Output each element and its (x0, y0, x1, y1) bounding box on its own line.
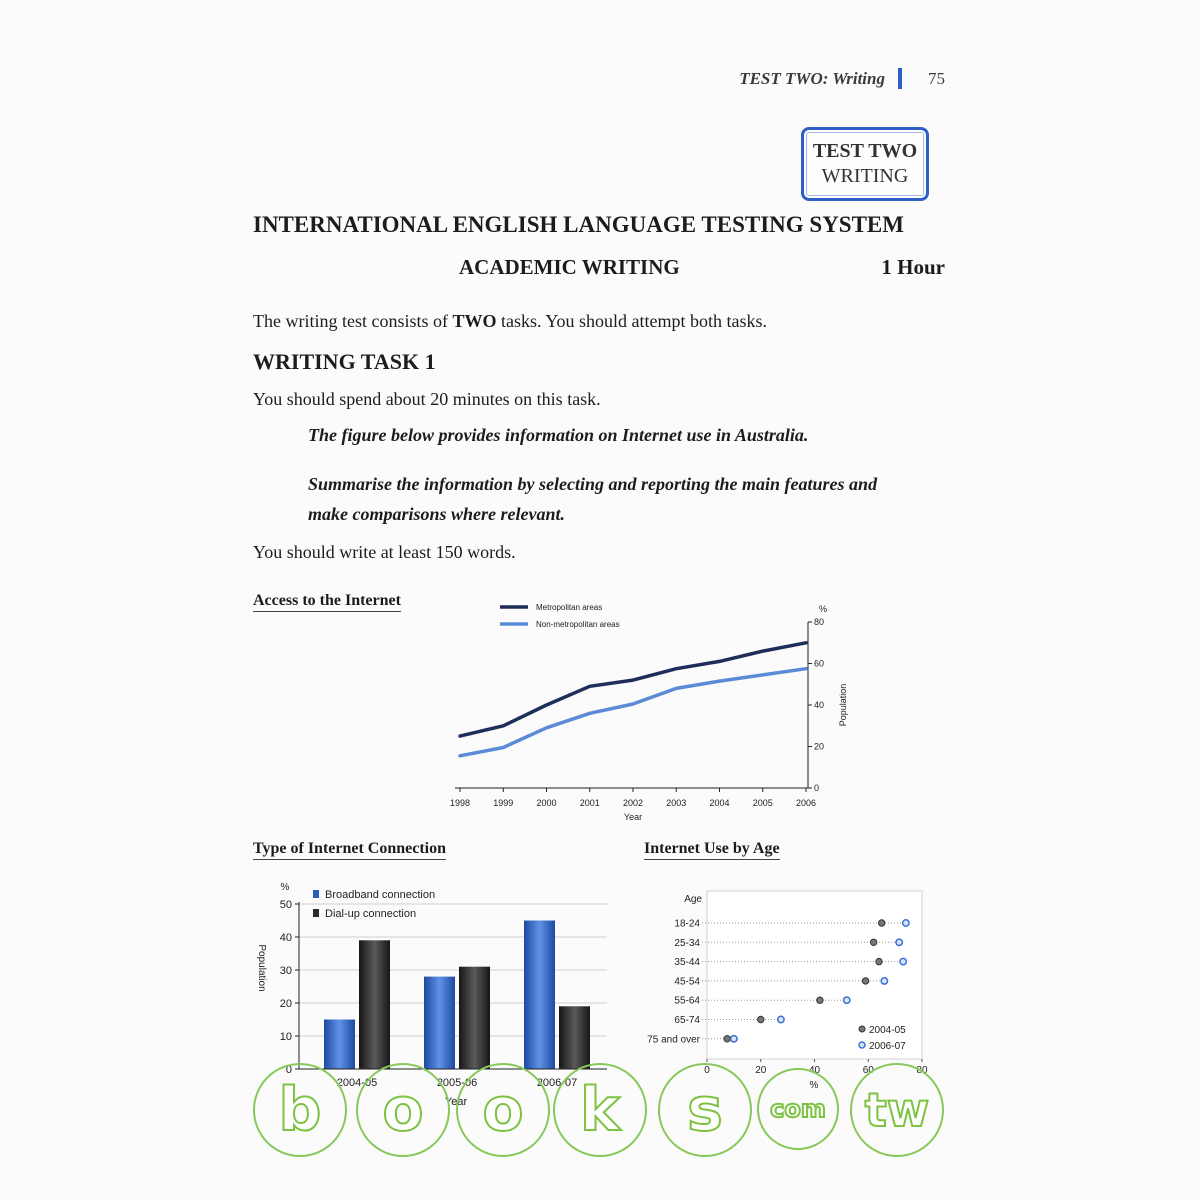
time-instruction: You should spend about 20 minutes on this task. (253, 389, 601, 409)
header-divider (898, 68, 902, 89)
metropolitan-series-line (460, 643, 806, 736)
x-tick-label: 40 (808, 1065, 821, 1076)
bar-chart-marks (280, 899, 607, 1089)
prompt-line-1: The figure below provides information on Internet use in Australia. (308, 425, 809, 445)
y-axis-label: Population (838, 683, 848, 727)
dot-2004-05 (878, 920, 884, 926)
y-axis-unit: % (280, 882, 290, 893)
dot-2004-05 (758, 1016, 764, 1022)
age-group-label: 65-74 (674, 1015, 700, 1026)
age-group-label: 45-54 (674, 976, 700, 988)
line-chart-title: Access to the Internet (253, 592, 401, 612)
broadband-bar (524, 921, 555, 1070)
word-instruction: You should write at least 150 words. (253, 542, 516, 562)
intro-paragraph (253, 311, 767, 332)
legend-label-metropolitan: Metropolitan areas (536, 603, 603, 612)
x-tick-label: 0 (704, 1065, 710, 1076)
y-axis-unit: % (819, 604, 828, 614)
badge-line-2: WRITING (821, 165, 909, 187)
dot-2006-07 (778, 1016, 784, 1022)
intro-text-start: The writing test consists of (253, 311, 453, 331)
x-tick-label: 20 (755, 1065, 767, 1076)
dot-2004-05 (817, 997, 823, 1003)
y-tick-label: 20 (814, 741, 825, 752)
legend-label-2006-07: 2006-07 (869, 1041, 906, 1052)
x-axis-label: Year (623, 812, 643, 822)
dot-chart-title: Internet Use by Age (644, 840, 780, 860)
x-tick-label: 2006-07 (536, 1077, 578, 1089)
age-group-label: 55-64 (674, 995, 700, 1007)
x-tick-label: 2005 (752, 798, 773, 808)
x-tick-label: 2004 (709, 798, 730, 808)
y-tick-label: 60 (814, 658, 825, 669)
test-duration: 1 Hour (881, 255, 945, 279)
page-number: 75 (928, 69, 945, 88)
dialup-bar (559, 1006, 590, 1069)
y-tick-label: 0 (285, 1064, 292, 1076)
watermark-circle-o (356, 1063, 450, 1157)
x-tick-label: 2003 (666, 798, 687, 808)
y-tick-label: 80 (814, 617, 825, 627)
y-tick-label: 50 (279, 899, 292, 911)
age-group-label: 18-24 (674, 918, 700, 930)
legend-label-2004-05: 2004-05 (869, 1025, 906, 1036)
dialup-bar (459, 967, 490, 1069)
watermark-circle-s (658, 1063, 752, 1157)
section-badge (801, 127, 929, 201)
running-title: TEST TWO: Writing (739, 69, 885, 88)
page-subtitle: ACADEMIC WRITING (459, 255, 680, 279)
watermark-circle-k (553, 1063, 647, 1157)
watermark-letter: o (482, 1075, 524, 1145)
x-axis-label: Year (444, 1096, 468, 1108)
task-heading: WRITING TASK 1 (253, 349, 436, 374)
age-group-label: 35-44 (674, 957, 700, 969)
y-tick-label: 20 (279, 998, 292, 1010)
dot-2006-07 (903, 920, 909, 926)
prompt-line-2: Summarise the information by selecting and reporting the main features and (308, 474, 878, 494)
legend-swatch-2004-05 (859, 1026, 865, 1032)
watermark-circle-o (456, 1063, 550, 1157)
y-tick-label: 40 (814, 700, 825, 710)
legend-label-broadband: Broadband connection (325, 889, 436, 901)
x-tick-label: 80 (916, 1065, 928, 1076)
dot-2006-07 (844, 997, 850, 1003)
page-title: INTERNATIONAL ENGLISH LANGUAGE TESTING SYSTEM (253, 212, 904, 237)
legend-swatch-dialup (313, 909, 319, 917)
legend-label-non-metropolitan: Non-metropolitan areas (536, 620, 620, 629)
legend-swatch-broadband (313, 890, 319, 898)
x-tick-label: 2000 (536, 798, 557, 808)
broadband-bar (424, 977, 455, 1069)
y-tick-label: 40 (279, 932, 292, 944)
x-tick-label: 2005-06 (436, 1077, 478, 1089)
watermark-letter: o (382, 1075, 424, 1145)
bar-chart-title: Type of Internet Connection (253, 840, 446, 860)
legend-swatch-2006-07 (859, 1042, 865, 1048)
x-tick-label: 2006 (795, 798, 817, 808)
y-tick-label: 0 (814, 783, 820, 793)
badge-line-1: TEST TWO (812, 140, 918, 162)
x-tick-label: 1999 (493, 798, 514, 808)
x-tick-label: 1998 (449, 798, 471, 808)
dot-2006-07 (900, 958, 906, 964)
legend-label-dialup: Dial-up connection (325, 908, 417, 920)
age-group-label: 75 and over (647, 1034, 700, 1046)
watermark-circle-b (253, 1063, 347, 1157)
x-axis-label: % (809, 1080, 819, 1091)
watermark-letter: b (278, 1075, 322, 1145)
x-tick-label: 2004-05 (336, 1077, 378, 1089)
watermark-letter: k (580, 1075, 620, 1145)
dot-2004-05 (876, 958, 882, 964)
y-tick-label: 10 (279, 1031, 292, 1043)
dot-2006-07 (896, 939, 902, 945)
broadband-bar (324, 1020, 355, 1070)
line-chart (440, 596, 860, 826)
y-tick-label: 30 (279, 965, 292, 977)
watermark-letter: tw (864, 1083, 930, 1137)
y-axis-label: Population (256, 944, 267, 992)
x-tick-label: 60 (862, 1065, 874, 1076)
x-tick-label: 2001 (579, 798, 600, 808)
watermark-letter: com (770, 1095, 826, 1123)
prompt-line-3: make comparisons where relevant. (308, 504, 565, 524)
intro-text-end: tasks. You should attempt both tasks. (496, 311, 768, 331)
watermark-circle-tw (850, 1063, 944, 1157)
line-chart-marks (450, 617, 824, 808)
watermark-letter: s (687, 1075, 723, 1145)
dot-2006-07 (731, 1036, 737, 1042)
dot-2004-05 (870, 939, 876, 945)
age-group-label: 25-34 (674, 937, 700, 949)
watermark-circle-com (757, 1068, 839, 1150)
dialup-bar (359, 940, 390, 1069)
x-tick-label: 2002 (622, 798, 644, 808)
intro-text-bold: TWO (452, 311, 497, 331)
dot-2004-05 (862, 978, 868, 984)
dot-2006-07 (881, 978, 887, 984)
dot-2004-05 (724, 1036, 730, 1042)
y-axis-label: Age (684, 894, 702, 905)
